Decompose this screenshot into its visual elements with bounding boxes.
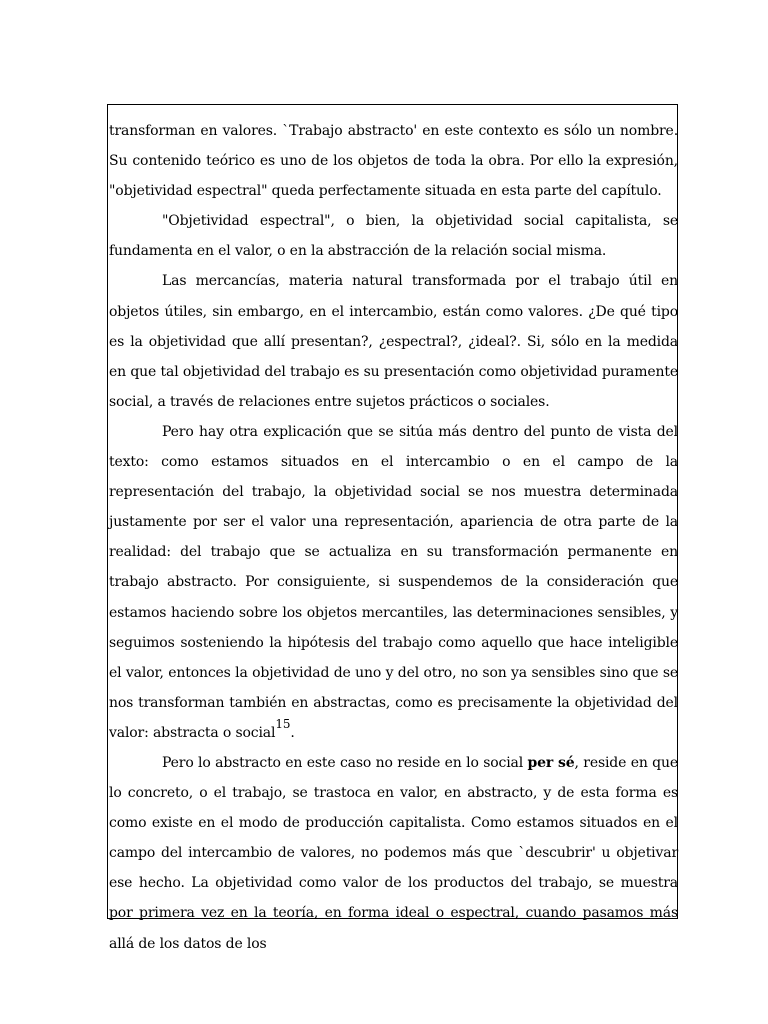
paragraph-5-text: Pero lo abstracto en este caso no reside en lo social: [162, 754, 528, 771]
paragraph-3: Las mercancías, materia natural transformada por el trabajo útil en objetos útiles, sin embargo, en el intercambio, están como valores. ¿De qué tipo es la objetividad que allí presentan?, ¿espectral?, ¿ideal?. Si, sólo en la medida en que tal objetividad del trabajo es su presentación como objetividad puramente social, a través de relaciones entre sujetos prácticos o sociales.: [109, 273, 678, 410]
page-frame: [107, 104, 678, 952]
paragraph-4-end: .: [290, 724, 295, 741]
paragraph-5: [109, 748, 678, 959]
paragraph-2: "Objetividad espectral", o bien, la objetividad social capitalista, se fundamenta en el valor, o en la abstracción de la relación social misma.: [109, 213, 678, 260]
document-body: [109, 116, 678, 959]
paragraph-4: [109, 417, 678, 748]
paragraph-4-text: Pero hay otra explicación que se sitúa más dentro del punto de vista del texto: como estamos situados en el intercambio o en el campo de la representación del trabajo, la objetividad social se nos muestra determinada justamente por ser el valor una representación, apariencia de otra parte de la realidad: del trabajo que se actualiza en su transformación permanente en trabajo abstracto. Por consiguiente, si suspendemos de la consideración que estamos haciendo sobre los objetos mercantiles, las determinaciones sensibles, y seguimos sosteniendo la hipótesis del trabajo como aquello que hace inteligible el valor, entonces la objetividad de uno y del otro, no son ya sensibles sino que se nos transforman también en abstractas, como es precisamente la objetividad del valor: abstracta o social: [109, 423, 678, 741]
paragraph-5-continuation: , reside en que lo concreto, o el trabajo, se trastoca en valor, en abstracto, y de esta forma es como existe en el modo de producción capitalista. Como estamos situados en el campo del intercambio de valores, no podemos más que `descubrir' u objetivar ese hecho. La objetividad como valor de los productos del trabajo, se muestra por primera vez en la teoría, en forma ideal o espectral, cuando pasamos más allá de los datos de los: [109, 754, 678, 952]
footnote-reference[interactable]: 15: [275, 716, 291, 731]
emphasis-per-se: per sé: [527, 754, 575, 771]
paragraph-1: transforman en valores. `Trabajo abstracto' en este contexto es sólo un nombre. Su contenido teórico es uno de los objetos de toda la obra. Por ello la expresión, "objetividad espectral" queda perfectamente situada en esta parte del capítulo.: [109, 123, 678, 200]
